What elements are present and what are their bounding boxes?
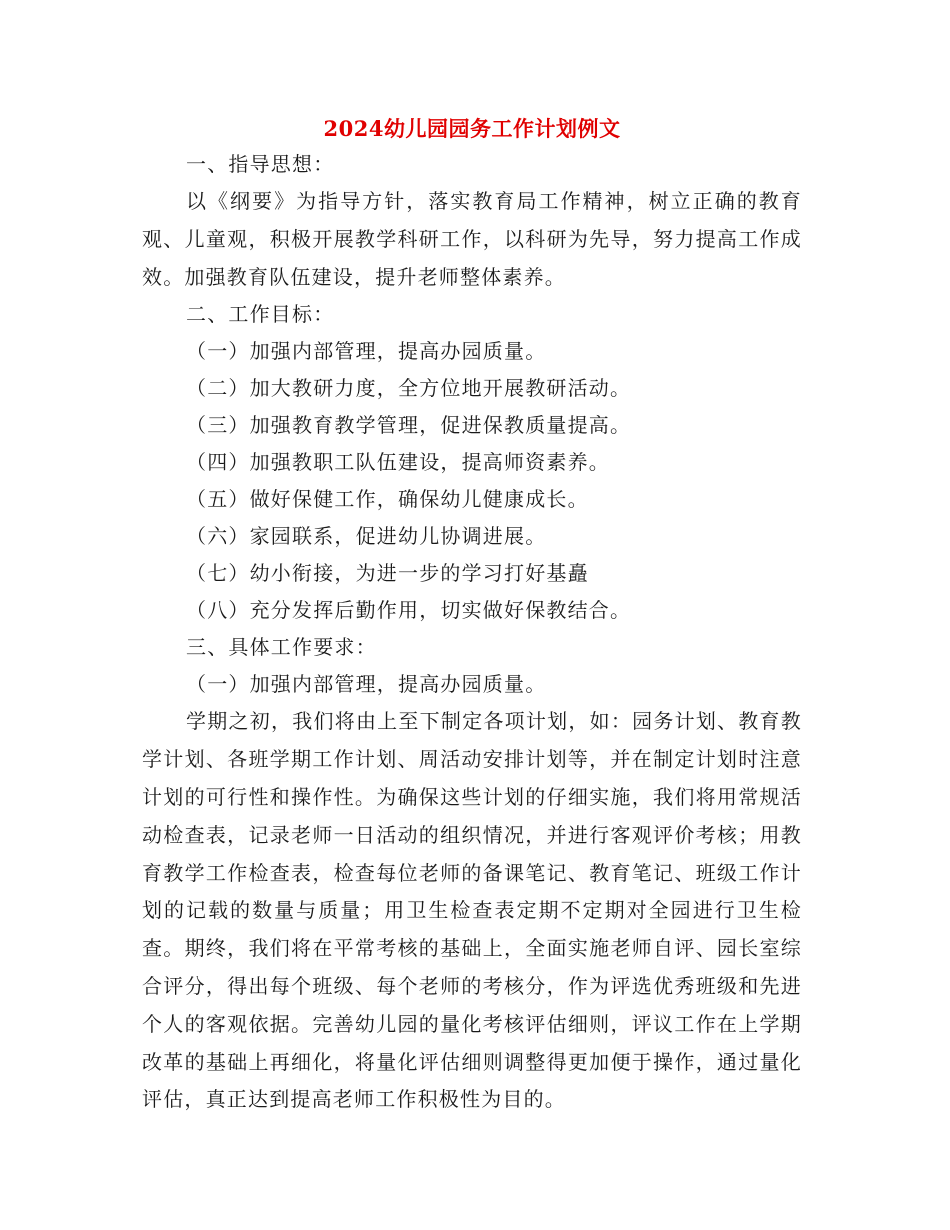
goal-item: （五）做好保健工作，确保幼儿健康成长。 xyxy=(186,487,589,512)
document-title: 2024幼儿园园务工作计划例文 xyxy=(323,116,621,141)
goal-item: （七）幼小衔接，为进一步的学习打好基矗 xyxy=(186,561,589,586)
section-heading-specific-requirements: 三、具体工作要求： xyxy=(186,635,377,660)
goal-item: （四）加强教职工队伍建设，提高师资素养。 xyxy=(186,450,610,475)
section-heading-guiding-thought: 一、指导思想： xyxy=(186,152,335,176)
goal-item: （一）加强内部管理，提高办园质量。 xyxy=(186,339,547,364)
goal-item: （二）加大教研力度，全方位地开展教研活动。 xyxy=(186,376,632,401)
goal-item: （六）家园联系，促进幼儿协调进展。 xyxy=(186,524,547,549)
section-heading-work-goals: 二、工作目标： xyxy=(186,302,335,327)
paragraph-guiding-thought: 以《纲要》为指导方针，落实教育局工作精神，树立正确的教育观、儿童观，积极开展教学科研工作，以科研为先导，努力提高工作成效。加强教育队伍建设，提升老师整体素养。 xyxy=(142,189,802,289)
goal-item: （八）充分发挥后勤作用，切实做好保教结合。 xyxy=(186,598,632,623)
goal-item: （三）加强教育教学管理，促进保教质量提高。 xyxy=(186,413,632,438)
document-body xyxy=(142,112,802,1119)
paragraph-internal-management: 学期之初，我们将由上至下制定各项计划，如：园务计划、教育教学计划、各班学期工作计划、周活动安排计划等，并在制定计划时注意计划的可行性和操作性。为确保这些计划的仔细实施，我们将用常规活动检查表，记录老师一日活动的组织情况，并进行客观评价考核；用教育教学工作检查表，检查每位老师的备课笔记、教育笔记、班级工作计划的记载的数量与质量；用卫生检查表定期不定期对全园进行卫生检查。期终，我们将在平常考核的基础上，全面实施老师自评、园长室综合评分，得出每个班级、每个老师的考核分，作为评选优秀班级和先进个人的客观依据。完善幼儿园的量化考核评估细则，评议工作在上学期改革的基础上再细化，将量化评估细则调整得更加便于操作，通过量化评估，真正达到提高老师工作积极性为目的。 xyxy=(142,709,802,1112)
subsection-heading-internal-management: （一）加强内部管理，提高办园质量。 xyxy=(186,672,547,697)
